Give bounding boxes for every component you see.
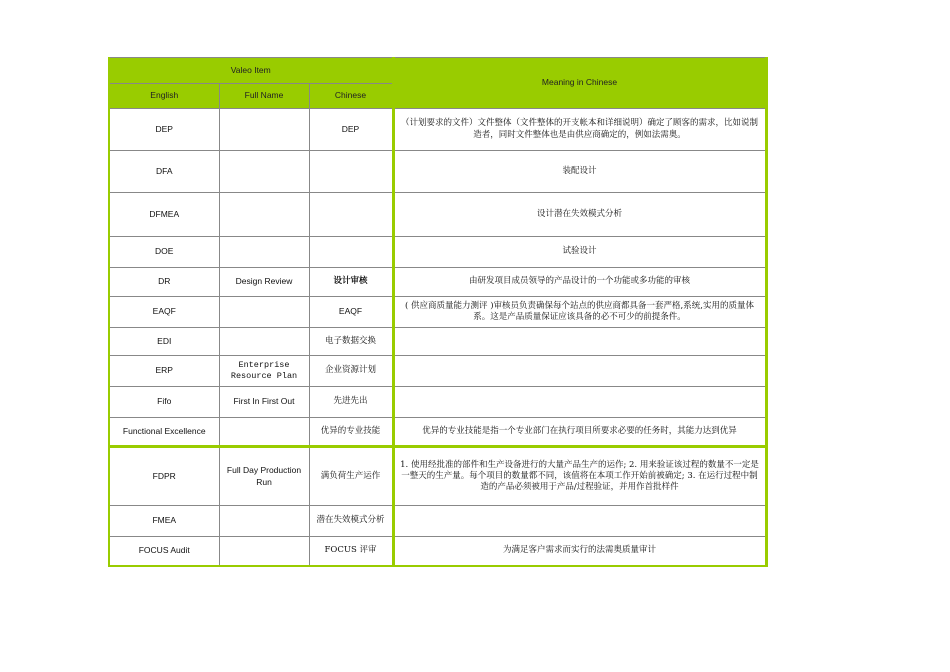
fullname-cell: First In First Out — [219, 387, 309, 418]
table-row — [109, 537, 766, 566]
chinese-cell: 潜在失效模式分析 — [309, 506, 393, 537]
chinese-header: Chinese — [309, 84, 393, 109]
fullname-cell — [219, 109, 309, 151]
meaning-cell: 1. 使用经批准的部件和生产设备进行的大量产品生产的运作; 2. 用来验证该过程的数量不一定是一整天的生产量。每个项目的数量都不同，该值将在本项工作开始前被确定; 3. 在运行过程中制造的产品必须被用于产品/过程验证，并用作首批样件 — [393, 447, 766, 506]
english-header: English — [109, 84, 219, 109]
chinese-cell: 优异的专业技能 — [309, 418, 393, 447]
glossary-table — [108, 57, 768, 567]
english-cell: DFMEA — [109, 193, 219, 237]
table-row — [109, 297, 766, 328]
chinese-cell: 设计审核 — [309, 268, 393, 297]
fullname-header: Full Name — [219, 84, 309, 109]
english-cell: FOCUS Audit — [109, 537, 219, 566]
fullname-cell — [219, 418, 309, 447]
table-row — [109, 237, 766, 268]
english-cell: EAQF — [109, 297, 219, 328]
chinese-cell: 先进先出 — [309, 387, 393, 418]
meaning-cell: 为满足客户需求而实行的法需奥质量审计 — [393, 537, 766, 566]
english-cell: Fifo — [109, 387, 219, 418]
fullname-cell — [219, 328, 309, 356]
fullname-cell — [219, 506, 309, 537]
chinese-cell: FOCUS 评审 — [309, 537, 393, 566]
table-row — [109, 387, 766, 418]
chinese-cell: 电子数据交换 — [309, 328, 393, 356]
english-cell: ERP — [109, 356, 219, 387]
meaning-cell — [393, 356, 766, 387]
english-cell: DOE — [109, 237, 219, 268]
table-row — [109, 447, 766, 506]
meaning-cell: 优异的专业技能是指一个专业部门在执行项目所要求必要的任务时，其能力达到优异 — [393, 418, 766, 447]
english-cell: EDI — [109, 328, 219, 356]
chinese-cell — [309, 151, 393, 193]
meaning-cell: 装配设计 — [393, 151, 766, 193]
english-cell: DR — [109, 268, 219, 297]
meaning-cell — [393, 387, 766, 418]
fullname-cell — [219, 193, 309, 237]
meaning-cell — [393, 506, 766, 537]
fullname-cell — [219, 297, 309, 328]
table-row — [109, 193, 766, 237]
chinese-cell: 企业资源计划 — [309, 356, 393, 387]
table-row — [109, 418, 766, 447]
fullname-cell: Design Review — [219, 268, 309, 297]
meaning-cell: 设计潜在失效模式分析 — [393, 193, 766, 237]
meaning-cell: ( 供应商质量能力测评 )审核员负责确保每个站点的供应商都具备一套严格,系统,实用的质量体系。这是产品质量保证应该具备的必不可少的前提条件。 — [393, 297, 766, 328]
table-row — [109, 328, 766, 356]
table-row — [109, 506, 766, 537]
meaning-cell: 由研发项目成员领导的产品设计的一个功能或多功能的审核 — [393, 268, 766, 297]
meaning-cell — [393, 328, 766, 356]
table-row — [109, 151, 766, 193]
english-cell: DFA — [109, 151, 219, 193]
meaning-cell: 试验设计 — [393, 237, 766, 268]
chinese-cell: 满负荷生产运作 — [309, 447, 393, 506]
meaning-cell: （计划要求的文件）文件整体（文件整体的开支帐本和详细说明）确定了顾客的需求，比如说制造者，同时文件整体也是由供应商确定的，例如法需奥。 — [393, 109, 766, 151]
fullname-cell — [219, 151, 309, 193]
valeo-item-header: Valeo Item — [109, 58, 393, 84]
table-row — [109, 356, 766, 387]
fullname-cell: Enterprise Resource Plan — [219, 356, 309, 387]
fullname-cell — [219, 537, 309, 566]
english-cell: DEP — [109, 109, 219, 151]
chinese-cell: EAQF — [309, 297, 393, 328]
table-row — [109, 109, 766, 151]
fullname-cell — [219, 237, 309, 268]
meaning-header: Meaning in Chinese — [393, 58, 766, 109]
english-cell: Functional Excellence — [109, 418, 219, 447]
fullname-cell: Full Day Production Run — [219, 447, 309, 506]
chinese-cell — [309, 193, 393, 237]
header-row-top — [109, 58, 766, 84]
chinese-cell — [309, 237, 393, 268]
chinese-cell: DEP — [309, 109, 393, 151]
english-cell: FMEA — [109, 506, 219, 537]
table-row — [109, 268, 766, 297]
english-cell: FDPR — [109, 447, 219, 506]
